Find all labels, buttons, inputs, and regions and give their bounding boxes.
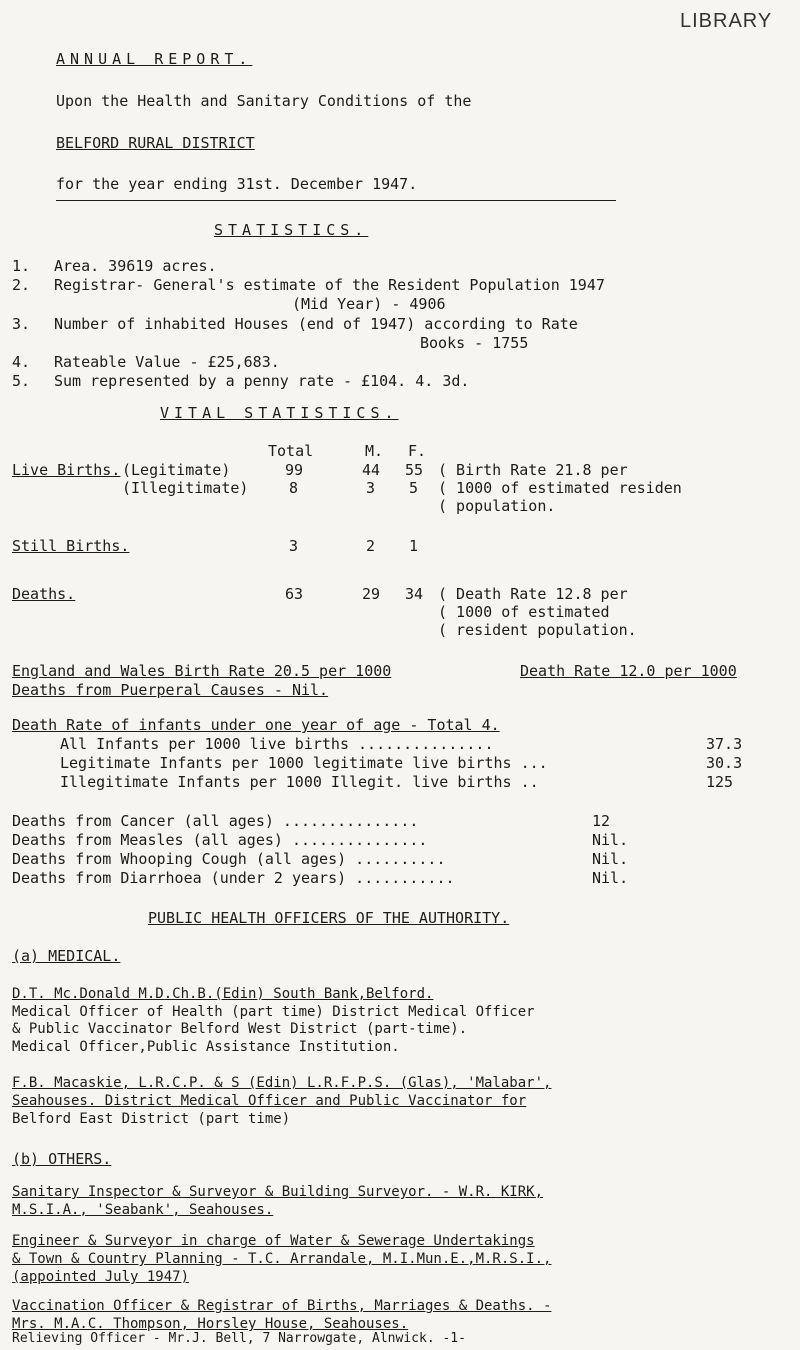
- still-female: 1: [409, 537, 419, 555]
- birth-rate-line-2: ( 1000 of estimated residen: [438, 479, 682, 497]
- vital-heading: VITAL STATISTICS.: [160, 404, 399, 422]
- legit-male: 44: [362, 461, 381, 479]
- stat-num: 5.: [12, 372, 31, 390]
- illegit-female: 5: [409, 479, 419, 497]
- cause-diarrhoea-label: Deaths from Diarrhoea (under 2 years) ...........: [12, 869, 455, 887]
- med-officer-1-line-3: & Public Vaccinator Belford West District (part-time).: [12, 1021, 468, 1037]
- illegit-total: 8: [289, 479, 299, 497]
- live-births-label: Live Births.: [12, 461, 121, 479]
- library-stamp: LIBRARY: [680, 10, 773, 32]
- district-name: BELFORD RURAL DISTRICT: [56, 134, 255, 152]
- relieving-officer: Relieving Officer - Mr.J. Bell, 7 Narrowgate, Alnwick. -1-: [12, 1331, 466, 1346]
- med-officer-1-line-4: Medical Officer,Public Assistance Institution.: [12, 1039, 400, 1055]
- stat-population-cont: (Mid Year) - 4906: [292, 295, 446, 313]
- stat-num: 1.: [12, 257, 31, 275]
- deaths-male: 29: [362, 585, 381, 603]
- med-officer-2-line-1: F.B. Macaskie, L.R.C.P. & S (Edin) L.R.F.P.S. (Glas), 'Malabar',: [12, 1075, 552, 1091]
- still-total: 3: [289, 537, 299, 555]
- stat-area: Area. 39619 acres.: [54, 257, 217, 275]
- illegitimate-label: (Illegitimate): [122, 479, 249, 497]
- england-death-rate: Death Rate 12.0 per 1000: [520, 662, 737, 680]
- infant-row-value: 37.3: [706, 735, 743, 753]
- vaccination-officer-line-2: Mrs. M.A.C. Thompson, Horsley House, Seahouses.: [12, 1316, 409, 1332]
- sanitary-inspector-line-1: Sanitary Inspector & Surveyor & Building Surveyor. - W.R. KIRK,: [12, 1184, 544, 1200]
- header-line-1: Upon the Health and Sanitary Conditions of the: [56, 92, 472, 110]
- stat-houses: Number of inhabited Houses (end of 1947) according to Rate: [54, 315, 578, 333]
- stat-population: Registrar- General's estimate of the Resident Population 1947: [54, 276, 605, 294]
- header-rule: [56, 200, 616, 201]
- cause-cancer-label: Deaths from Cancer (all ages) ...............: [12, 812, 419, 830]
- death-rate-line-1: ( Death Rate 12.8 per: [438, 585, 628, 603]
- header-line-3: for the year ending 31st. December 1947.: [56, 175, 418, 193]
- med-officer-1-line-2: Medical Officer of Health (part time) District Medical Officer: [12, 1004, 535, 1020]
- deaths-label: Deaths.: [12, 585, 76, 603]
- infant-row-value: 30.3: [706, 754, 743, 772]
- deaths-female: 34: [405, 585, 424, 603]
- birth-rate-line-3: ( population.: [438, 497, 556, 515]
- death-rate-line-3: ( resident population.: [438, 621, 637, 639]
- vaccination-officer-line-1: Vaccination Officer & Registrar of Births, Marriages & Deaths. -: [12, 1298, 552, 1314]
- officers-heading: PUBLIC HEALTH OFFICERS OF THE AUTHORITY.: [148, 909, 510, 927]
- stat-penny-rate: Sum represented by a penny rate - £104. 4. 3d.: [54, 372, 470, 390]
- engineer-line-1: Engineer & Surveyor in charge of Water & Sewerage Undertakings: [12, 1233, 535, 1249]
- illegit-male: 3: [366, 479, 376, 497]
- stat-houses-cont: Books - 1755: [420, 334, 529, 352]
- stat-rateable-value: Rateable Value - £25,683.: [54, 353, 280, 371]
- stat-num: 2.: [12, 276, 31, 294]
- col-male: M.: [365, 442, 384, 460]
- sanitary-inspector-line-2: M.S.I.A., 'Seabank', Seahouses.: [12, 1202, 274, 1218]
- med-officer-2-line-2: Seahouses. District Medical Officer and Public Vaccinator for: [12, 1093, 527, 1109]
- stat-num: 3.: [12, 315, 31, 333]
- engineer-line-2: & Town & Country Planning - T.C. Arrandale, M.I.Mun.E.,M.R.S.I.,: [12, 1251, 552, 1267]
- legit-female: 55: [405, 461, 424, 479]
- stat-num: 4.: [12, 353, 31, 371]
- still-male: 2: [366, 537, 376, 555]
- death-rate-line-2: ( 1000 of estimated: [438, 603, 610, 621]
- still-births-label: Still Births.: [12, 537, 130, 555]
- med-officer-2-line-3: Belford East District (part time): [12, 1111, 291, 1127]
- col-female: F.: [408, 442, 427, 460]
- report-title: ANNUAL REPORT.: [56, 50, 253, 68]
- others-heading: (b) OTHERS.: [12, 1150, 112, 1168]
- infant-row-value: 125: [706, 773, 734, 791]
- medical-heading: (a) MEDICAL.: [12, 947, 121, 965]
- cause-whooping-label: Deaths from Whooping Cough (all ages) ..........: [12, 850, 446, 868]
- puerperal-deaths: Deaths from Puerperal Causes - Nil.: [12, 681, 329, 699]
- cause-measles-value: Nil.: [592, 831, 629, 849]
- cause-measles-label: Deaths from Measles (all ages) ...............: [12, 831, 428, 849]
- infant-death-heading: Death Rate of infants under one year of age - Total 4.: [12, 716, 500, 734]
- med-officer-1-line-1: D.T. Mc.Donald M.D.Ch.B.(Edin) South Bank,Belford.: [12, 986, 434, 1002]
- birth-rate-line-1: ( Birth Rate 21.8 per: [438, 461, 628, 479]
- legitimate-label: (Legitimate): [122, 461, 231, 479]
- col-total: Total: [268, 442, 314, 460]
- legit-total: 99: [285, 461, 304, 479]
- infant-row-label: All Infants per 1000 live births ...............: [60, 735, 494, 753]
- england-birth-rate: England and Wales Birth Rate 20.5 per 1000: [12, 662, 392, 680]
- infant-row-label: Legitimate Infants per 1000 legitimate live births ...: [60, 754, 548, 772]
- infant-row-label: Illegitimate Infants per 1000 Illegit. live births ..: [60, 773, 539, 791]
- cause-cancer-value: 12: [592, 812, 611, 830]
- cause-whooping-value: Nil.: [592, 850, 629, 868]
- cause-diarrhoea-value: Nil.: [592, 869, 629, 887]
- deaths-total: 63: [285, 585, 304, 603]
- statistics-heading: STATISTICS.: [214, 221, 369, 239]
- engineer-line-3: (appointed July 1947): [12, 1269, 190, 1285]
